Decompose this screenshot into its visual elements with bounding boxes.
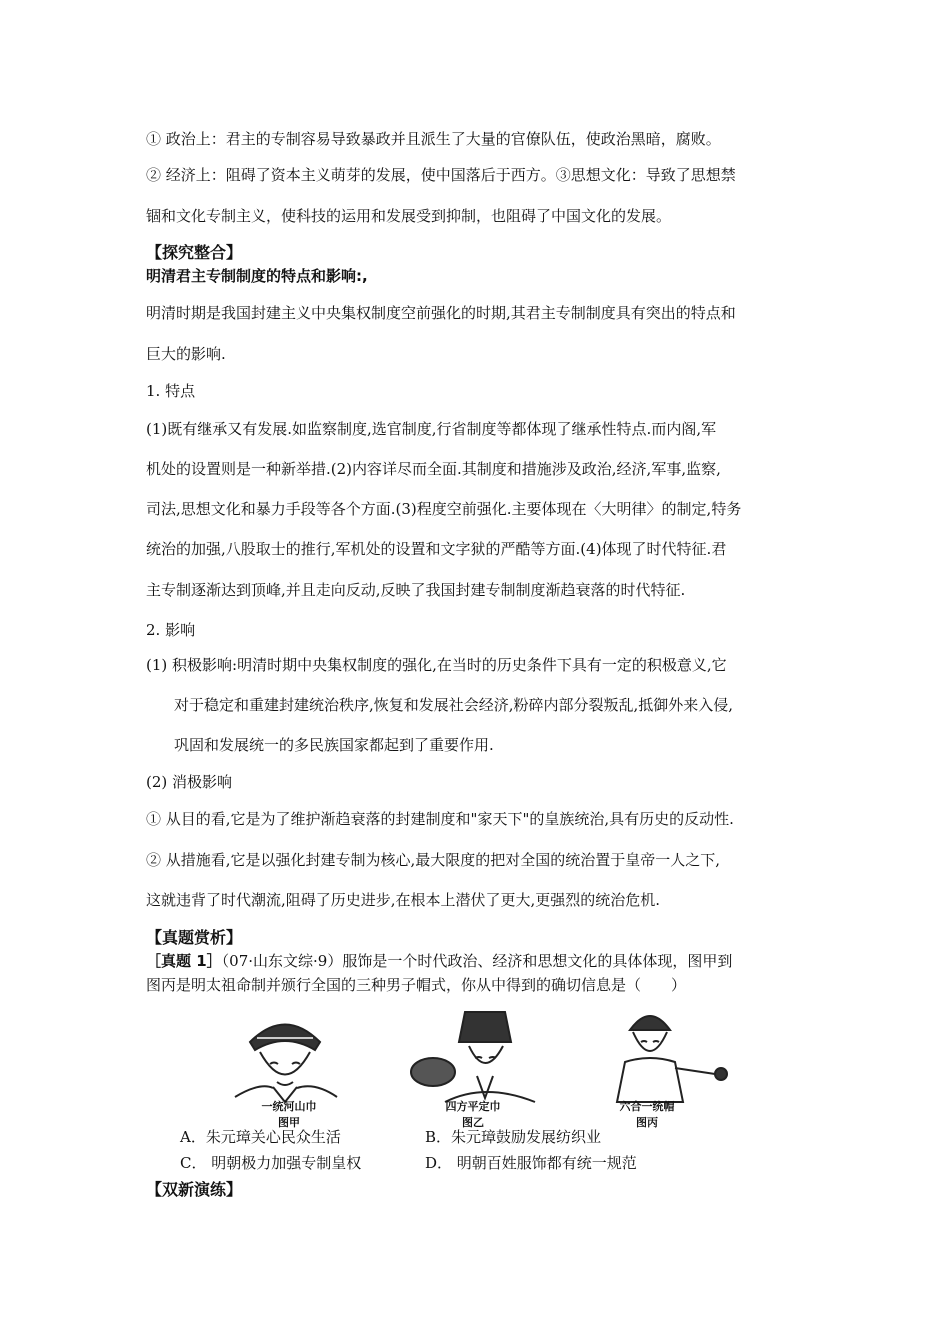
body-line: (1) 积极影响:明清时期中央集权制度的强化,在当时的历史条件下具有一定的积极意义,它: [146, 656, 727, 674]
option-c[interactable]: C． 明朝极力加强专制皇权: [180, 1154, 362, 1172]
figure-c-caption: 图丙: [636, 1116, 658, 1129]
question-label: ［真题 1］: [146, 952, 222, 970]
body-line: 巩固和发展统一的多民族国家都起到了重要作用.: [174, 736, 494, 754]
hat-figure-c: [617, 1016, 727, 1102]
hat-figure-b: [411, 1012, 535, 1102]
hat-figure-a: [235, 1025, 337, 1103]
body-line: 主专制逐渐达到顶峰,并且走向反动,反映了我国封建专制制度渐趋衰落的时代特征.: [146, 581, 686, 599]
intro-line-2: ② 经济上：阻碍了资本主义萌芽的发展，使中国落后于西方。③思想文化：导致了思想禁: [146, 166, 736, 184]
body-line: 统治的加强,八股取士的推行,军机处的设置和文字狱的严酷等方面.(4)体现了时代特征.君: [146, 540, 727, 558]
body-line: ② 从措施看,它是以强化封建专制为核心,最大限度的把对全国的统治置于皇帝一人之下,: [146, 851, 721, 869]
section-heading-real-questions: 【真题赏析】: [146, 928, 243, 947]
figure-a-name: 一统河山巾: [261, 1100, 317, 1113]
intro-line-1: ① 政治上：君主的专制容易导致暴政并且派生了大量的官僚队伍，使政治黑暗，腐败。: [146, 130, 721, 148]
question-line-1: [146, 950, 732, 971]
figure-b-name: 四方平定巾: [445, 1100, 501, 1113]
option-d[interactable]: D． 明朝百姓服饰都有统一规范: [425, 1154, 637, 1172]
body-line: (2) 消极影响: [146, 773, 233, 791]
body-line: (1)既有继承又有发展.如监察制度,选官制度,行省制度等都体现了继承性特点.而内阁,军: [146, 420, 717, 438]
body-line: 司法,思想文化和暴力手段等各个方面.(3)程度空前强化.主要体现在〈大明律〉的制定,特务: [146, 500, 742, 518]
option-b[interactable]: B．朱元璋鼓励发展纺织业: [425, 1128, 602, 1146]
section-subheading: 明清君主专制制度的特点和影响:,: [146, 267, 368, 285]
question-text: （07·山东文综·9）服饰是一个时代政治、经济和思想文化的具体体现，图甲到: [221, 952, 733, 970]
list-heading-impact: 2. 影响: [146, 621, 196, 639]
body-line: 机处的设置则是一种新举措.(2)内容详尽而全面.其制度和措施涉及政治,经济,军事,监察,: [146, 460, 721, 478]
body-line: 巨大的影响.: [146, 345, 226, 363]
section-heading-practice: 【双新演练】: [146, 1180, 243, 1199]
body-line: 这就违背了时代潮流,阻碍了历史进步,在根本上潜伏了更大,更强烈的统治危机.: [146, 891, 661, 909]
figure-a-caption: 图甲: [278, 1116, 300, 1129]
body-line: ① 从目的看,它是为了维护渐趋衰落的封建制度和"家天下"的皇族统治,具有历史的反动性.: [146, 810, 734, 828]
list-heading-features: 1. 特点: [146, 382, 196, 400]
figure-b-caption: 图乙: [462, 1116, 484, 1129]
body-line: 明清时期是我国封建主义中央集权制度空前强化的时期,其君主专制制度具有突出的特点和: [146, 304, 736, 322]
figure-c-name: 六合一统帽: [619, 1100, 675, 1113]
hat-figure: [215, 1002, 755, 1129]
option-a[interactable]: A．朱元璋关心民众生活: [180, 1128, 341, 1146]
question-line-2: 图丙是明太祖命制并颁行全国的三种男子帽式，你从中得到的确切信息是（ ）: [146, 976, 687, 994]
intro-line-3: 锢和文化专制主义，使科技的运用和发展受到抑制，也阻碍了中国文化的发展。: [146, 207, 672, 225]
section-heading-explore: 【探究整合】: [146, 243, 243, 262]
body-line: 对于稳定和重建封建统治秩序,恢复和发展社会经济,粉碎内部分裂叛乱,抵御外来入侵,: [174, 696, 734, 714]
